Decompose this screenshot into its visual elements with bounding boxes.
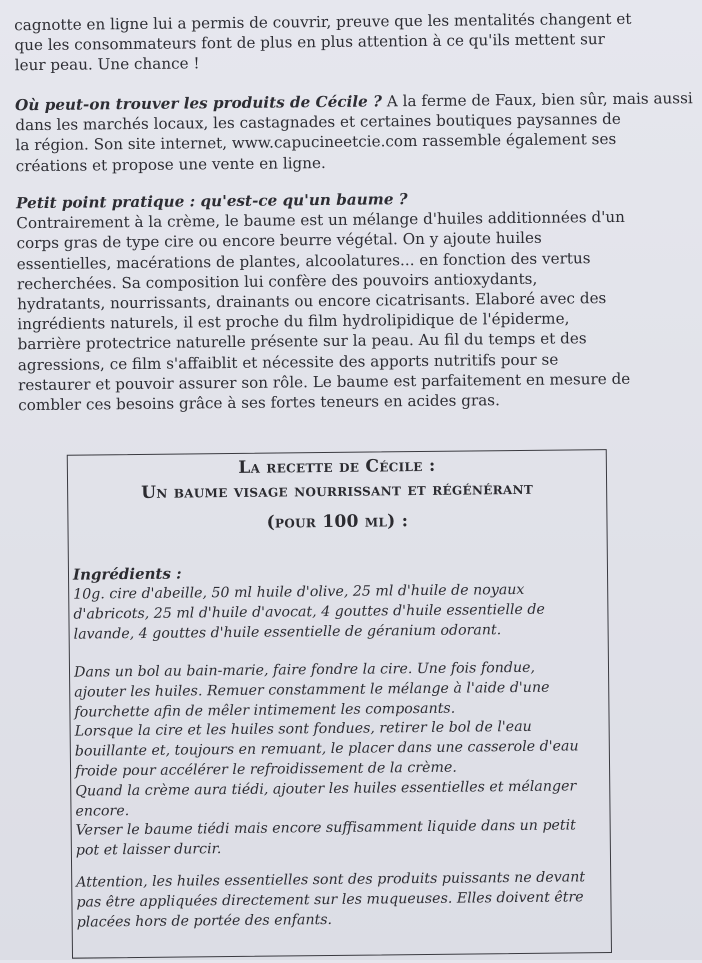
text-line: lavande, 4 gouttes d'huile essentielle de géranium odorant.	[73, 621, 502, 643]
text-segment: A la ferme de Faux, bien sûr, mais aussi	[381, 89, 693, 111]
recipe-steps	[74, 658, 606, 862]
text-line: cagnotte en ligne lui a permis de couvrir, preuve que les mentalités changent et	[14, 9, 632, 35]
text-line: Contrairement à la crème, le baume est un mélange d'huiles additionnées d'un	[16, 208, 626, 233]
text-line: corps gras de type cire ou encore beurre végétal. On y ajoute huiles	[16, 229, 542, 253]
text-line: Quand la crème aura tiédi, ajouter les huiles essentielles et mélanger	[75, 778, 577, 800]
text-line: pot et laisser durcir.	[75, 841, 222, 859]
text-line: hydratants, nourrissants, drainants ou encore cicatrisants. Elaboré avec des	[17, 289, 607, 314]
paragraph-lead: Petit point pratique : qu'est-ce qu'un baume ?	[16, 190, 408, 213]
article-paragraph-ending	[14, 9, 635, 76]
text-line: créations et propose une vente en ligne.	[15, 153, 326, 175]
ingredients-list	[73, 580, 604, 645]
text-line: Dans un bol au bain-marie, faire fondre la cire. Une fois fondue,	[73, 659, 536, 681]
recipe-quantity: (pour 100 ml) :	[266, 511, 409, 533]
text-line: d'abricots, 25 ml d'huile d'avocat, 4 gouttes d'huile essentielle de	[73, 601, 545, 623]
recipe-box	[67, 449, 612, 959]
paragraph-lead: Où peut-on trouver les produits de Cécile ?	[14, 92, 383, 115]
text-line: ingrédients naturels, il est proche du film hydrolipidique de l'épiderme,	[17, 309, 570, 334]
ingredients-title: Ingrédients :	[72, 564, 182, 584]
text-line: combler ces besoins grâce à ses fortes teneurs en acides gras.	[18, 391, 500, 415]
text-line: pas être appliquées directement sur les muqueuses. Elles doivent être	[76, 889, 584, 911]
text-line: agressions, ce film s'affaiblit et nécessite des apports nutritifs pour se	[17, 350, 559, 374]
text-line: fourchette afin de mêler intimement les composants.	[74, 700, 456, 721]
text-line: barrière protectrice naturelle présente sur la peau. Au fil du temps et des	[17, 329, 587, 354]
text-line: placées hors de portée des enfants.	[76, 911, 333, 931]
text-line: recherchées. Sa composition lui confère des pouvoirs antioxydants,	[16, 269, 538, 294]
recipe-title: Un baume visage nourrissant et régénérant	[141, 478, 534, 503]
text-line: Lorsque la cire et les huiles sont fondues, retirer le bol de l'eau	[74, 719, 532, 741]
article-paragraph-baume	[16, 187, 638, 416]
recipe-heading: La recette de Cécile :	[238, 455, 436, 478]
text-line: Attention, les huiles essentielles sont des produits puissants ne devant	[76, 869, 586, 891]
text-line: 10g. cire d'abeille, 50 ml huile d'olive, 25 ml d'huile de noyaux	[73, 581, 525, 603]
text-line: essentielles, macérations de plantes, alcoolatures... en fonction des vertus	[16, 248, 591, 273]
text-line: la région. Son site internet, www.capucineetcie.com rassemble également ses	[15, 130, 617, 155]
text-line: encore.	[75, 802, 130, 820]
text-line: ajouter les huiles. Remuer constamment le mélange à l'aide d'une	[74, 679, 550, 701]
article-paragraph-where-to-buy	[14, 89, 693, 176]
text-line: bouillante et, toujours en remuant, le placer dans une casserole d'eau	[74, 738, 579, 760]
text-line: restaurer et pouvoir assurer son rôle. Le baume est parfaitement en mesure de	[17, 369, 631, 395]
text-line: dans les marchés locaux, les castagnades et certaines boutiques paysannes de	[15, 110, 621, 135]
recipe-warning	[76, 868, 607, 933]
text-line: que les consommateurs font de plus en plus attention à ce qu'ils mettent sur	[14, 30, 605, 55]
text-line: froide pour accélérer le refroidissement de la crème.	[74, 759, 457, 780]
text-line: leur peau. Une chance !	[14, 54, 200, 75]
text-line: Verser le baume tiédi mais encore suffisamment liquide dans un petit	[75, 817, 576, 840]
